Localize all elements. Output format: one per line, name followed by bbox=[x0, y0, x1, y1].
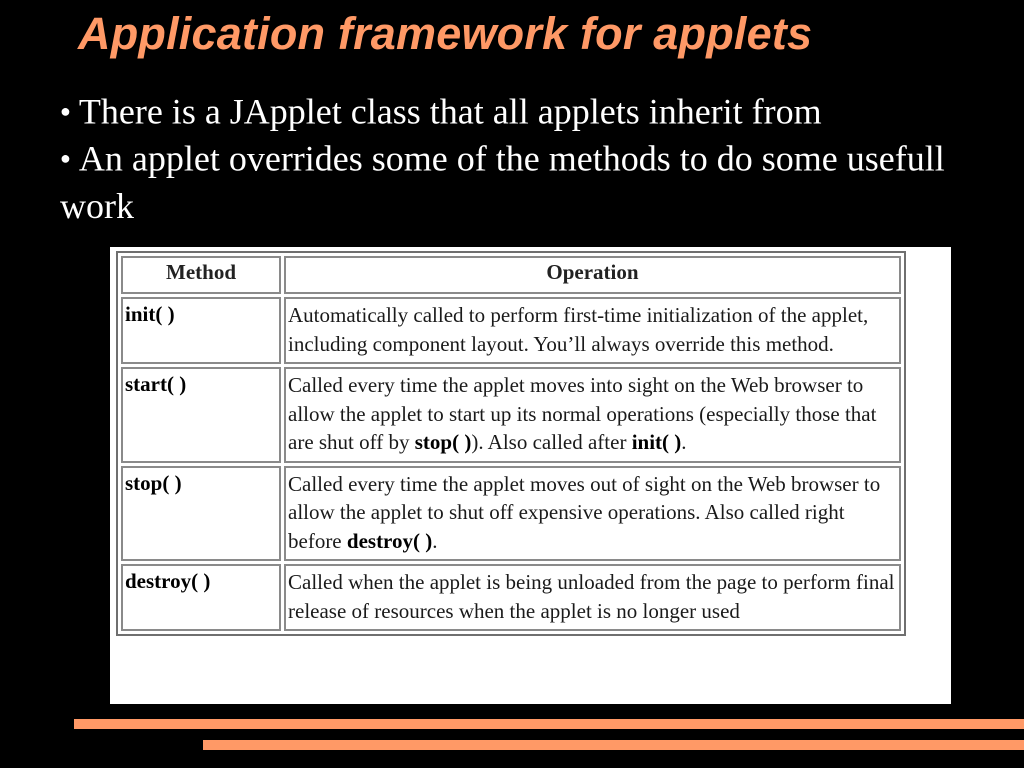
operation-text: Automatically called to perform first-time initialization of the applet, including component layout. You’ll always override this method. bbox=[288, 303, 869, 356]
operation-text: Called when the applet is being unloaded from the page to perform final release of resources when the applet is no longer used bbox=[288, 570, 895, 623]
bullet-text: An applet overrides some of the methods to do some usefull work bbox=[60, 138, 945, 226]
table-row bbox=[121, 564, 901, 631]
table-body bbox=[121, 297, 901, 631]
operation-description-cell bbox=[284, 564, 901, 631]
decorative-orange-line-top bbox=[74, 719, 1024, 729]
method-reference: destroy( ) bbox=[346, 528, 433, 553]
method-name-cell: stop( ) bbox=[121, 466, 281, 562]
operation-text: Called every time the applet moves out of sight on the Web browser to allow the applet to shut off expensive operations. Also called right before bbox=[288, 471, 881, 553]
method-name-cell: init( ) bbox=[121, 297, 281, 364]
slide-title: Application framework for applets bbox=[78, 8, 813, 59]
bullet-item bbox=[60, 88, 980, 135]
method-name-cell: destroy( ) bbox=[121, 564, 281, 631]
bullet-text: There is a JApplet class that all applets inherit from bbox=[78, 91, 822, 132]
method-reference: init( ) bbox=[631, 430, 682, 454]
operation-text: ). Also called after bbox=[471, 430, 632, 454]
bullet-list bbox=[60, 88, 980, 230]
applet-methods-table bbox=[116, 251, 906, 636]
decorative-orange-line-bottom bbox=[203, 740, 1024, 750]
method-reference: stop( ) bbox=[414, 430, 472, 454]
operation-column-header: Operation bbox=[284, 256, 901, 294]
table-row bbox=[121, 367, 901, 463]
operation-description-cell bbox=[284, 297, 901, 364]
operation-text: . bbox=[681, 430, 687, 454]
operation-text: . bbox=[432, 528, 438, 553]
bullet-icon: ● bbox=[60, 101, 71, 121]
operation-description-cell bbox=[284, 466, 901, 562]
table-image-frame bbox=[110, 247, 951, 704]
method-name-cell: start( ) bbox=[121, 367, 281, 463]
method-column-header: Method bbox=[121, 256, 281, 294]
bullet-item bbox=[60, 135, 980, 229]
bullet-icon: ● bbox=[60, 148, 71, 169]
table-row bbox=[121, 297, 901, 364]
operation-text: Called every time the applet moves into sight on the Web browser to allow the applet to start up its normal operations (especially those that are shut off by bbox=[288, 373, 877, 454]
operation-description-cell bbox=[284, 367, 901, 463]
table-header-row bbox=[121, 256, 901, 294]
table-row bbox=[121, 466, 901, 562]
